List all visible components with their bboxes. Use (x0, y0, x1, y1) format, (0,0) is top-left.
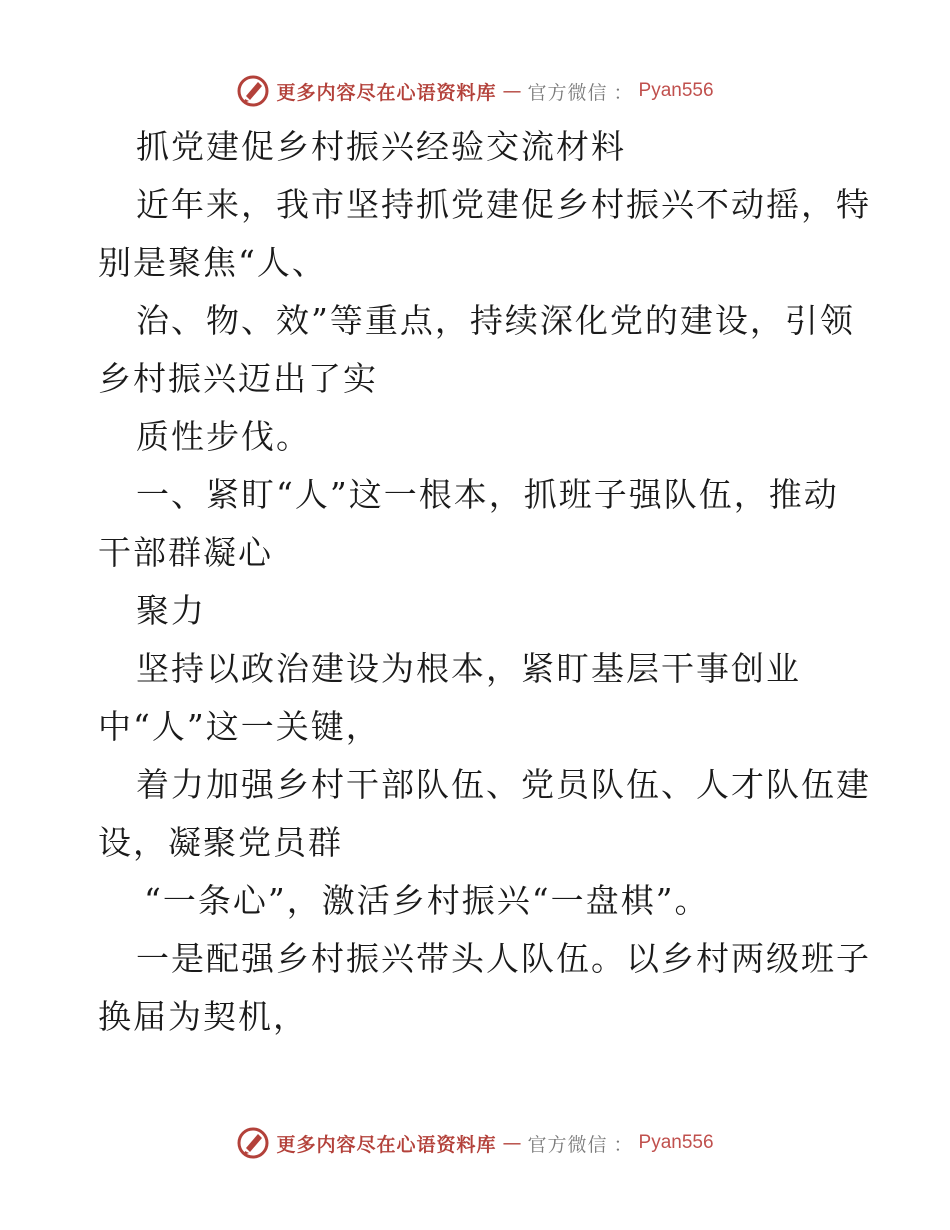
paragraph-line: 近年来，我市坚持抓党建促乡村振兴不动摇，特 (136, 185, 871, 224)
logo-icon (236, 1126, 270, 1160)
banner-separator: ： (613, 1133, 633, 1156)
banner-site-text: 更多内容尽在心语资料库 (276, 1133, 497, 1156)
banner-wechat-handle: Pyan556 (638, 80, 714, 101)
banner-dash: — (502, 80, 522, 102)
document-title: 抓党建促乡村振兴经验交流材料 (136, 127, 626, 166)
banner-dash: — (502, 1132, 522, 1154)
section-heading-continued: 聚力 (136, 591, 206, 630)
paragraph-line: 坚持以政治建设为根本，紧盯基层干事创业 (136, 649, 801, 688)
banner-wechat-handle: Pyan556 (638, 1132, 714, 1153)
logo-icon (236, 74, 270, 108)
paragraph-line: “一条心”，激活乡村振兴“一盘棋”。 (144, 881, 710, 920)
banner-wechat-label: 官方微信 (527, 1133, 608, 1156)
section-heading-continued: 干部群凝心 (98, 533, 273, 572)
document-body (98, 118, 871, 1046)
paragraph-line: 换届为契机， (98, 997, 308, 1036)
paragraph-line: 别是聚焦“人、 (98, 243, 327, 282)
banner-wechat-label: 官方微信 (527, 81, 608, 104)
banner-separator: ： (613, 81, 633, 104)
paragraph-line: 治、物、效”等重点，持续深化党的建设，引领 (136, 301, 855, 340)
paragraph-line: 设，凝聚党员群 (98, 823, 343, 862)
paragraph-line: 乡村振兴迈出了实 (98, 359, 378, 398)
section-heading: 一、紧盯“人”这一根本，抓班子强队伍，推动 (136, 475, 839, 514)
header-banner (0, 74, 950, 108)
paragraph-line: 着力加强乡村干部队伍、党员队伍、人才队伍建 (136, 765, 871, 804)
footer-banner (0, 1126, 950, 1160)
paragraph-line: 质性步伐。 (136, 417, 311, 456)
paragraph-line: 一是配强乡村振兴带头人队伍。以乡村两级班子 (136, 939, 871, 978)
paragraph-line: 中“人”这一关键， (98, 707, 381, 746)
banner-site-text: 更多内容尽在心语资料库 (276, 81, 497, 104)
